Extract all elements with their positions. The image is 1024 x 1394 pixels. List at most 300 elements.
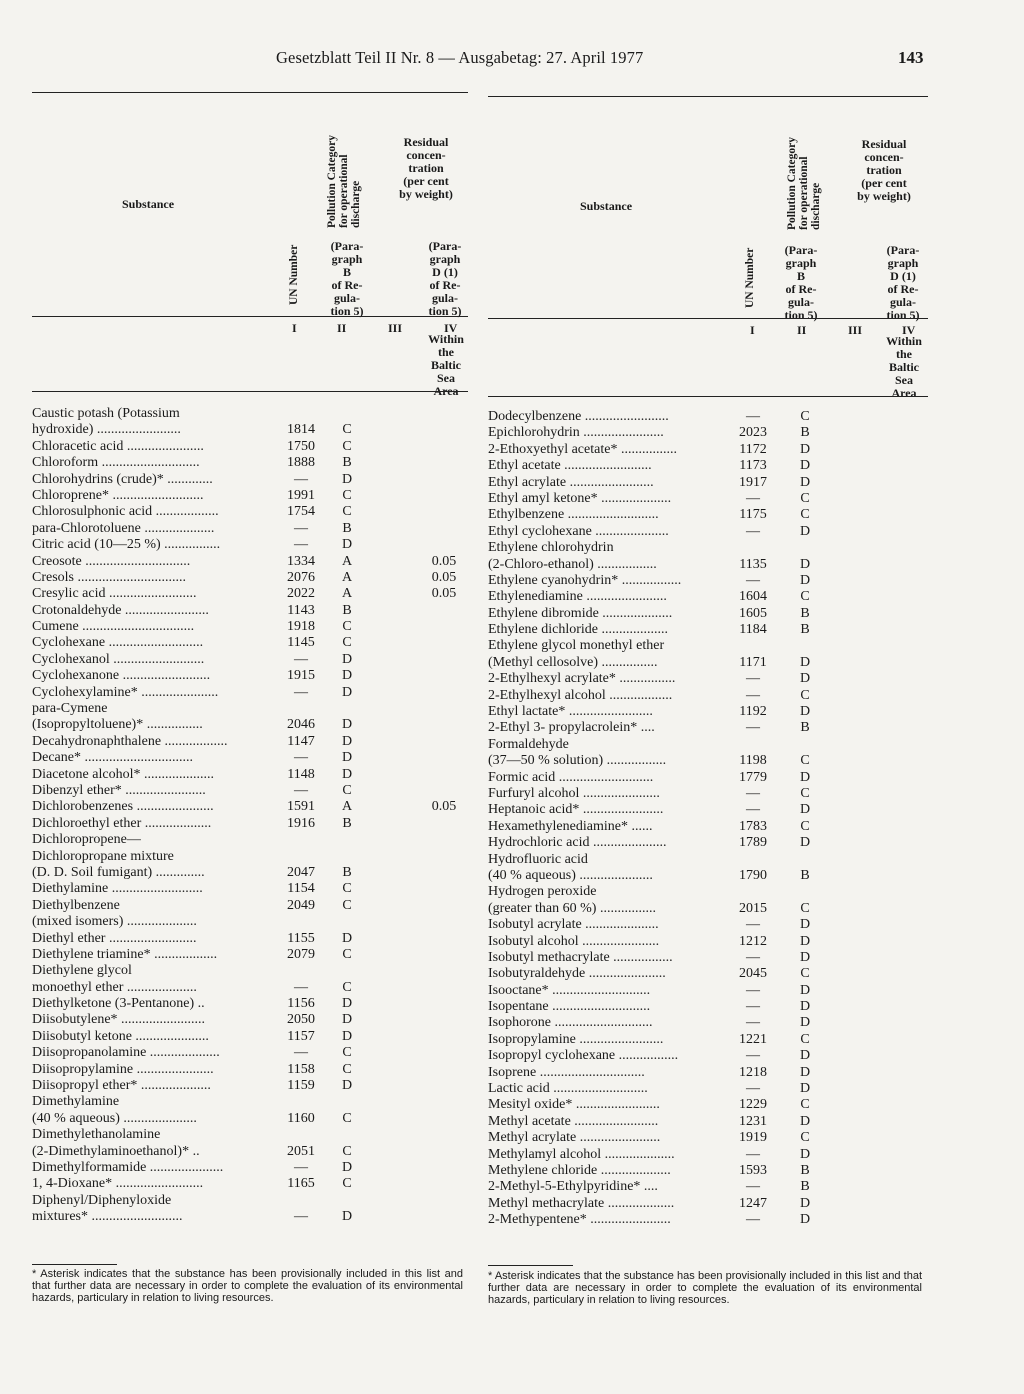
category-cell: D [799,1113,811,1129]
roman-iv: IV [444,321,458,335]
table-row [488,655,928,671]
category-cell: C [342,504,352,520]
table-row [488,1081,928,1097]
substance-name: Methylamyl alcohol .................... [488,1146,675,1162]
substance-name: Ethylene chlorohydrin [488,540,614,556]
table-row [32,1176,468,1192]
un-number-cell: 2023 [739,425,767,441]
substance-name: Mesityl oxide* ........................ [488,1097,660,1113]
table-row [32,701,468,717]
table-row [488,884,928,900]
category-cell: D [799,835,811,851]
substance-name: Diacetone alcohol* .................... [32,766,214,782]
un-number-cell: 2015 [739,900,767,916]
table-row [32,816,468,832]
paragraph-d-header: (Para- graph D (1) of Re- gula- tion 5) [886,243,920,322]
category-cell: C [342,881,352,897]
substance-name: 1, 4-Dioxane* ......................... [32,1176,204,1192]
un-number-cell: — [746,523,760,539]
un-number-cell: 1915 [287,668,315,684]
table-row [488,934,928,950]
substance-name: Ethyl acetate ......................... [488,458,652,474]
category-cell: B [342,520,352,536]
table-row [488,917,928,933]
table-row [32,652,468,668]
un-number-cell: 1789 [739,835,767,851]
substance-name: Isobutyraldehyde ...................... [488,966,666,982]
pollution-category-header-3: discharge [810,182,822,230]
substance-name: Dibenzyl ether* ....................... [32,782,206,798]
left-table-body [32,406,468,1226]
un-number-cell: 1148 [287,766,315,782]
category-cell: C [800,818,810,834]
table-row [488,704,928,720]
substance-name: para-Chlorotoluene .................... [32,520,215,536]
table-row [32,783,468,799]
table-row [32,406,468,422]
category-cell: C [800,589,810,605]
substance-name: Hexamethylenediamine* ...... [488,818,653,834]
un-number-cell: 1916 [287,815,315,831]
category-cell: B [800,425,810,441]
category-cell: D [799,572,811,588]
category-cell: D [799,802,811,818]
substance-name: Ethyl amyl ketone* .................... [488,490,672,506]
substance-name: Diethylbenzene [32,897,120,913]
category-cell: D [799,1212,811,1228]
category-cell: B [342,864,352,880]
substance-name: Diisobutyl ketone ..................... [32,1028,209,1044]
category-cell: B [342,815,352,831]
table-row [488,1212,928,1228]
table-row [488,425,928,441]
table-row [488,1097,928,1113]
substance-name: Cumene ................................ [32,619,195,635]
table-row [488,786,928,802]
table-row [32,1062,468,1078]
category-cell: D [341,684,353,700]
paragraph-b-header: (Para- graph B of Re- gula- tion 5) [784,243,818,322]
category-cell: D [341,1159,353,1175]
un-number-cell: — [746,1081,760,1097]
substance-name: Diethylketone (3-Pentanone) .. [32,996,205,1012]
substance-name: Diethyl ether ......................... [32,930,197,946]
table-row [488,409,928,425]
table-row [32,1045,468,1061]
substance-name: Methyl acrylate ....................... [488,1130,661,1146]
substance-name: Decane* ............................... [32,750,193,766]
roman-iii: III [388,321,403,335]
category-cell: D [341,1028,353,1044]
substance-name: (2-Chloro-ethanol) ................. [488,556,657,572]
category-cell: B [800,867,810,883]
category-cell: D [341,733,353,749]
un-number-cell: — [746,687,760,703]
category-cell: B [800,1162,810,1178]
table-row [32,734,468,750]
roman-ii: II [797,323,807,337]
un-number-cell: 1172 [739,441,767,457]
un-number-cell: 1158 [287,1061,315,1077]
un-number-cell: 1229 [739,1097,767,1113]
table-row [32,1144,468,1160]
un-number-cell: — [746,572,760,588]
substance-name: Creosote .............................. [32,553,191,569]
substance-name: mixtures* .......................... [32,1209,183,1225]
substance-name: Ethyl cyclohexane ..................... [488,523,669,539]
un-number-cell: — [294,520,308,536]
table-row [488,1130,928,1146]
substance-name: Isoprene .............................. [488,1064,645,1080]
substance-name: Cyclohexane ........................... [32,635,204,651]
un-number-cell: — [294,979,308,995]
category-cell: D [341,996,353,1012]
substance-name: Cresols ............................... [32,569,186,585]
table-row [32,455,468,471]
un-number-cell: 1247 [739,1195,767,1211]
substance-name: (2-Dimethylaminoethanol)* .. [32,1143,200,1159]
substance-name: (mixed isomers) .................... [32,914,197,930]
un-number-cell: 1917 [739,474,767,490]
substance-name: para-Cymene [32,701,108,717]
substance-name: Cyclohexanone ......................... [32,668,211,684]
category-cell: D [341,930,353,946]
un-number-cell: 1918 [287,619,315,635]
residual-header: Residual concen- tration (per cent by weight) [399,135,453,201]
table-row [488,1065,928,1081]
substance-name: Dichloropropane mixture [32,848,174,864]
table-row [32,685,468,701]
substance-header: Substance [122,197,175,211]
un-number-cell: — [746,1146,760,1162]
category-cell: D [799,1081,811,1097]
table-row [32,881,468,897]
substance-name: (37—50 % solution) ................. [488,753,667,769]
table-row [32,963,468,979]
table-row [32,865,468,881]
header-rule [32,316,468,317]
un-number-cell: 1334 [287,553,315,569]
category-cell: C [342,1110,352,1126]
table-row [488,507,928,523]
category-cell: C [342,422,352,438]
table-top-rule [488,96,928,97]
table-row [488,688,928,704]
un-number-cell: — [746,409,760,424]
un-number-cell: 1184 [739,622,767,638]
header-bottom-rule [32,391,468,392]
header-bottom-rule [488,396,928,397]
table-row [488,1032,928,1048]
category-cell: D [799,769,811,785]
category-cell: D [799,949,811,965]
category-cell: D [799,1048,811,1064]
category-cell: C [342,635,352,651]
table-row [32,996,468,1012]
residual-cell: 0.05 [431,586,457,602]
category-cell: C [800,753,810,769]
substance-name: Diethylamine .......................... [32,881,203,897]
table-row [32,1209,468,1225]
table-row [32,422,468,438]
substance-name: hydroxide) ........................ [32,422,181,438]
table-row [32,1193,468,1209]
substance-name: Cyclohexanol .......................... [32,651,205,667]
category-cell: C [342,619,352,635]
un-number-cell: 2046 [287,717,315,733]
substance-name: Cresylic acid ......................... [32,586,197,602]
un-number-header: UN Number [288,244,300,305]
substance-name: Heptanoic acid* ....................... [488,802,664,818]
table-row [32,1012,468,1028]
table-row [488,753,928,769]
category-cell: D [799,1146,811,1162]
footnote-rule [488,1265,573,1266]
category-cell: C [800,687,810,703]
category-cell: A [341,553,353,569]
un-number-cell: — [294,651,308,667]
table-row [488,966,928,982]
substance-name: Chloracetic acid ...................... [32,438,204,454]
table-row [488,1179,928,1195]
un-number-cell: — [746,982,760,998]
un-number-cell: — [746,999,760,1015]
un-number-cell: 2051 [287,1143,315,1159]
category-cell: D [341,651,353,667]
substance-name: Ethyl lactate* ........................ [488,704,653,720]
un-number-cell: — [746,1015,760,1031]
category-cell: C [800,966,810,982]
un-number-cell: 1218 [739,1064,767,1080]
paragraph-b-header: (Para- graph B of Re- gula- tion 5) [330,239,364,318]
un-number-cell: 1198 [739,753,767,769]
substance-name: Ethyl acrylate ........................ [488,474,654,490]
substance-name: Dichloroethyl ether ................... [32,815,212,831]
table-row [32,931,468,947]
substance-name: 2-Methypentene* ....................... [488,1212,671,1228]
un-number-header: UN Number [744,247,756,308]
un-number-cell: 1143 [287,602,315,618]
un-number-cell: — [294,471,308,487]
category-cell: B [342,602,352,618]
footnote-rule [32,1264,117,1265]
table-row [32,504,468,520]
category-cell: D [799,1064,811,1080]
table-row [488,491,928,507]
substance-name: Formic acid ........................... [488,769,654,785]
un-number-cell: 1159 [287,1078,315,1094]
substance-name: Dodecylbenzene ........................ [488,409,669,424]
substance-name: Isophorone ............................ [488,1015,653,1031]
category-cell: B [800,605,810,621]
substance-name: Lactic acid ........................... [488,1081,648,1097]
table-row [32,603,468,619]
category-cell: B [342,455,352,471]
substance-name: Ethylene dichloride ................... [488,622,669,638]
table-row [488,819,928,835]
footnote-right: * Asterisk indicates that the substance has been provisionally included in this list and that further data are necessary in order to complete the evaluation of its environmental hazards, particulary in relation to living resources. [488,1270,922,1306]
un-number-cell: 2079 [287,946,315,962]
un-number-cell: 1157 [287,1028,315,1044]
category-cell: D [799,933,811,949]
un-number-cell: — [746,949,760,965]
substance-name: Hydrofluoric acid [488,851,588,867]
substance-name: Diisopropyl ether* .................... [32,1078,211,1094]
substance-name: (40 % aqueous) ..................... [32,1110,197,1126]
un-number-cell: — [294,537,308,553]
substance-name: (40 % aqueous) ..................... [488,867,653,883]
un-number-cell: 2050 [287,1012,315,1028]
substance-name: Dimethylformamide ..................... [32,1159,224,1175]
un-number-cell: 1175 [739,507,767,523]
substance-name: Isobutyl acrylate ..................... [488,917,659,933]
un-number-cell: 1605 [739,605,767,621]
page-number: 143 [898,48,924,67]
category-cell: D [341,766,353,782]
table-row [488,737,928,753]
table-row [488,573,928,589]
category-cell: D [341,537,353,553]
category-cell: D [799,523,811,539]
un-number-cell: 1814 [287,422,315,438]
substance-name: Isobutyl alcohol ...................... [488,933,660,949]
un-number-cell: 1171 [739,654,767,670]
pollution-category-header-3: discharge [350,180,362,228]
substance-name: Cyclohexylamine* ...................... [32,684,219,700]
table-row [488,589,928,605]
un-number-cell: — [294,1159,308,1175]
table-row [32,619,468,635]
table-row [32,1160,468,1176]
header-rule [488,318,928,319]
page-header-title: Gesetzblatt Teil II Nr. 8 — Ausgabetag: 27. April 1977 [276,48,644,67]
substance-name: Methyl methacrylate ................... [488,1195,675,1211]
category-cell: C [342,782,352,798]
table-row [32,767,468,783]
un-number-cell: 2076 [287,569,315,585]
un-number-cell: — [746,1048,760,1064]
residual-cell: 0.05 [431,569,457,585]
category-cell: C [342,487,352,503]
un-number-cell: — [746,490,760,506]
table-row [32,668,468,684]
substance-name: 2-Ethylhexyl acrylate* ................ [488,671,676,687]
substance-header: Substance [580,199,633,213]
substance-name: Formaldehyde [488,736,569,752]
un-number-cell: 1604 [739,589,767,605]
iv-note: Within the Baltic Sea Area [428,332,464,398]
category-cell: C [342,1061,352,1077]
un-number-cell: 1790 [739,867,767,883]
right-table-body [488,409,928,1229]
un-number-cell: 1750 [287,438,315,454]
category-cell: D [799,441,811,457]
category-cell: D [341,717,353,733]
un-number-cell: — [294,1209,308,1225]
table-row [32,635,468,651]
category-cell: C [342,979,352,995]
category-cell: A [341,569,353,585]
substance-name: Chlorohydrins (crude)* ............. [32,471,213,487]
un-number-cell: 1147 [287,733,315,749]
un-number-cell: — [746,1179,760,1195]
substance-name: Diethylene glycol [32,963,132,979]
table-row [488,458,928,474]
un-number-cell: 1135 [739,556,767,572]
table-row [488,475,928,491]
category-cell: D [341,1012,353,1028]
un-number-cell: 1991 [287,487,315,503]
substance-name: Ethylenediamine ....................... [488,589,667,605]
category-cell: B [800,720,810,736]
pollution-category-header-1: Pollution Category [786,137,798,230]
substance-name: Decahydronaphthalene .................. [32,733,228,749]
category-cell: C [800,785,810,801]
table-row [32,914,468,930]
roman-iv: IV [902,323,916,337]
category-cell: D [341,750,353,766]
table-row [32,554,468,570]
un-number-cell: — [294,684,308,700]
substance-name: Ethylene dibromide .................... [488,605,673,621]
un-number-cell: 1156 [287,996,315,1012]
category-cell: C [342,438,352,454]
category-cell: D [799,917,811,933]
category-cell: D [799,704,811,720]
table-row [488,606,928,622]
table-row [488,868,928,884]
un-number-cell: 1888 [287,455,315,471]
roman-i: I [750,323,755,337]
substance-name: Isobutyl methacrylate ................. [488,949,673,965]
un-number-cell: 1591 [287,799,315,815]
category-cell: C [800,507,810,523]
substance-name: Ethylene cyanohydrin* ................. [488,572,682,588]
un-number-cell: — [294,1045,308,1061]
un-number-cell: 1160 [287,1110,315,1126]
roman-ii: II [337,321,347,335]
category-cell: C [342,1045,352,1061]
substance-name: Diisopropanolamine .................... [32,1045,220,1061]
table-row [488,524,928,540]
substance-name: Caustic potash (Potassium [32,406,180,421]
table-row [32,570,468,586]
category-cell: C [800,900,810,916]
table-row [32,1127,468,1143]
category-cell: C [342,1143,352,1159]
substance-name: Chlorosulphonic acid .................. [32,504,219,520]
table-row [488,442,928,458]
un-number-cell: 1173 [739,458,767,474]
category-cell: D [799,654,811,670]
table-row [488,622,928,638]
residual-cell: 0.05 [431,799,457,815]
category-cell: B [800,1179,810,1195]
category-cell: C [342,897,352,913]
table-row [32,717,468,733]
un-number-cell: 1221 [739,1031,767,1047]
category-cell: D [799,671,811,687]
table-row [488,557,928,573]
un-number-cell: 1155 [287,930,315,946]
table-row [488,638,928,654]
table-row [32,1029,468,1045]
category-cell: B [800,622,810,638]
pollution-category-header-1: Pollution Category [326,135,338,228]
un-number-cell: — [746,720,760,736]
table-row [488,901,928,917]
table-row [488,1048,928,1064]
